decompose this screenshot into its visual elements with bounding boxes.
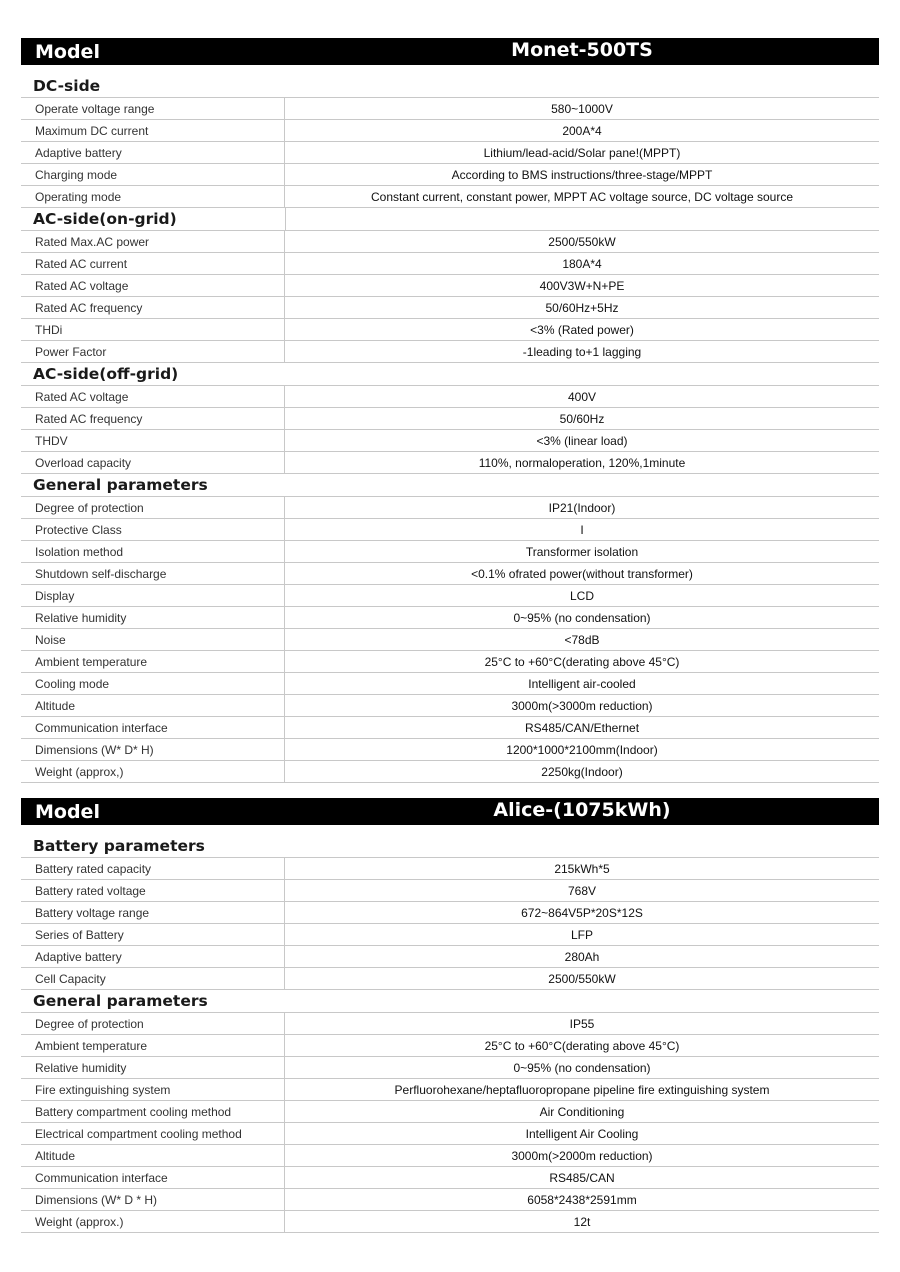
spec-value: 400V	[567, 390, 597, 404]
spec-row	[21, 386, 879, 408]
spec-label: Altitude	[21, 1145, 285, 1166]
spec-row	[21, 1123, 879, 1145]
spec-label: Rated AC frequency	[21, 297, 285, 318]
spec-label: Weight (approx.)	[21, 1211, 285, 1232]
spec-row	[21, 1189, 879, 1211]
spec-label: Ambient temperature	[21, 651, 285, 672]
spec-row	[21, 497, 879, 519]
spec-row	[21, 902, 879, 924]
spec-label: Rated AC voltage	[21, 275, 285, 296]
spec-value: 580~1000V	[551, 102, 613, 116]
spec-label: Shutdown self-discharge	[21, 563, 285, 584]
spec-value: LFP	[570, 928, 593, 942]
spec-label: Charging mode	[21, 164, 285, 185]
section-title: DC-side	[33, 77, 101, 95]
section-title: General parameters	[33, 476, 208, 494]
spec-row	[21, 1167, 879, 1189]
spec-row	[21, 563, 879, 585]
spec-label: Fire extinguishing system	[21, 1079, 285, 1100]
spec-value: 50/60Hz+5Hz	[545, 301, 619, 315]
spec-value: 0~95% (no condensation)	[513, 611, 651, 625]
section-header	[21, 474, 879, 497]
spec-row	[21, 1101, 879, 1123]
model-header-bar	[21, 38, 879, 65]
spec-row	[21, 519, 879, 541]
section-header	[21, 825, 879, 858]
spec-row	[21, 858, 879, 880]
model-label: Model	[35, 41, 100, 63]
spec-label: Battery compartment cooling method	[21, 1101, 285, 1122]
spec-value: RS485/CAN/Ethernet	[524, 721, 640, 735]
spec-value: Intelligent Air Cooling	[525, 1127, 639, 1141]
spec-row	[21, 968, 879, 990]
spec-row	[21, 695, 879, 717]
spec-value: 25°C to +60°C(derating above 45°C)	[484, 655, 680, 669]
spec-value: 110%, normaloperation, 120%,1minute	[478, 456, 686, 470]
spec-row	[21, 98, 879, 120]
spec-label: Dimensions (W* D* H)	[21, 739, 285, 760]
spec-table-monet-500ts	[21, 38, 879, 783]
spec-value: <78dB	[564, 633, 600, 647]
spec-label: Operating mode	[21, 186, 285, 207]
spec-row	[21, 1145, 879, 1167]
spec-row	[21, 297, 879, 319]
model-header-bar	[21, 798, 879, 825]
spec-row	[21, 120, 879, 142]
spec-value: 280Ah	[564, 950, 600, 964]
spec-label: Electrical compartment cooling method	[21, 1123, 285, 1144]
spec-label: Rated AC current	[21, 253, 285, 274]
spec-value: 2500/550kW	[548, 235, 616, 249]
spec-row	[21, 164, 879, 186]
spec-label: Weight (approx,)	[21, 761, 285, 782]
spec-value: Lithium/lead-acid/Solar pane!(MPPT)	[483, 146, 681, 160]
spec-value: Perfluorohexane/heptafluoropropane pipeline fire extinguishing system	[394, 1083, 770, 1097]
spec-value: 200A*4	[562, 124, 602, 138]
spec-row	[21, 607, 879, 629]
section-title: General parameters	[33, 992, 208, 1010]
spec-row	[21, 673, 879, 695]
section-header	[21, 363, 879, 386]
spec-value: 1200*1000*2100mm(Indoor)	[506, 743, 658, 757]
spec-row	[21, 319, 879, 341]
spec-value: IP55	[569, 1017, 595, 1031]
spec-label: THDV	[21, 430, 285, 451]
spec-value: IP21(Indoor)	[548, 501, 616, 515]
model-label: Model	[35, 801, 100, 823]
spec-label: Battery rated voltage	[21, 880, 285, 901]
spec-value: <3% (Rated power)	[530, 323, 634, 337]
spec-row	[21, 452, 879, 474]
spec-label: Relative humidity	[21, 607, 285, 628]
spec-label: THDi	[21, 319, 285, 340]
spec-row	[21, 761, 879, 783]
model-name: Monet-500TS	[511, 39, 653, 61]
spec-value: 6058*2438*2591mm	[527, 1193, 637, 1207]
spec-value: 25°C to +60°C(derating above 45°C)	[484, 1039, 680, 1053]
spec-value: Intelligent air-cooled	[528, 677, 636, 691]
section-title: AC-side(off-grid)	[33, 365, 179, 383]
spec-value: LCD	[569, 589, 594, 603]
spec-label: Rated Max.AC power	[21, 231, 285, 252]
spec-value: 3000m(>3000m reduction)	[511, 699, 653, 713]
spec-table-alice-1075kwh	[21, 798, 879, 1233]
section-title: AC-side(on-grid)	[33, 210, 177, 228]
spec-value: 0~95% (no condensation)	[513, 1061, 651, 1075]
section-header	[21, 990, 879, 1013]
spec-value: 768V	[567, 884, 597, 898]
spec-row	[21, 880, 879, 902]
spec-label: Operate voltage range	[21, 98, 285, 119]
spec-value: Constant current, constant power, MPPT AC voltage source, DC voltage source	[371, 190, 793, 204]
spec-row	[21, 186, 879, 208]
spec-label: Adaptive battery	[21, 142, 285, 163]
spec-row	[21, 924, 879, 946]
spec-value: 180A*4	[562, 257, 602, 271]
spec-label: Display	[21, 585, 285, 606]
spec-label: Degree of protection	[21, 1013, 285, 1034]
spec-value: <0.1% ofrated power(without transformer)	[471, 567, 693, 581]
spec-label: Maximum DC current	[21, 120, 285, 141]
spec-value: 2500/550kW	[548, 972, 616, 986]
spec-label: Series of Battery	[21, 924, 285, 945]
spec-row	[21, 1079, 879, 1101]
spec-value: 50/60Hz	[559, 412, 605, 426]
spec-row	[21, 1211, 879, 1233]
spec-value: 12t	[573, 1215, 591, 1229]
spec-row	[21, 1035, 879, 1057]
spec-label: Relative humidity	[21, 1057, 285, 1078]
spec-label: Communication interface	[21, 1167, 285, 1188]
spec-row	[21, 430, 879, 452]
spec-value: Air Conditioning	[539, 1105, 625, 1119]
spec-row	[21, 1013, 879, 1035]
spec-row	[21, 275, 879, 297]
spec-value: 3000m(>2000m reduction)	[511, 1149, 653, 1163]
spec-row	[21, 253, 879, 275]
spec-label: Overload capacity	[21, 452, 285, 473]
spec-label: Battery voltage range	[21, 902, 285, 923]
spec-value: RS485/CAN	[549, 1171, 615, 1185]
spec-label: Rated AC voltage	[21, 386, 285, 407]
spec-row	[21, 629, 879, 651]
spec-label: Noise	[21, 629, 285, 650]
spec-row	[21, 231, 879, 253]
spec-label: Adaptive battery	[21, 946, 285, 967]
spec-label: Altitude	[21, 695, 285, 716]
spec-value: <3% (linear load)	[536, 434, 628, 448]
spec-label: Power Factor	[21, 341, 285, 362]
spec-value: I	[580, 523, 584, 537]
spec-label: Battery rated capacity	[21, 858, 285, 879]
spec-label: Communication interface	[21, 717, 285, 738]
spec-label: Ambient temperature	[21, 1035, 285, 1056]
spec-label: Degree of protection	[21, 497, 285, 518]
spec-row	[21, 1057, 879, 1079]
spec-label: Dimensions (W* D * H)	[21, 1189, 285, 1210]
spec-value: -1leading to+1 lagging	[522, 345, 642, 359]
model-name: Alice-(1075kWh)	[493, 799, 671, 821]
spec-value: Transformer isolation	[525, 545, 639, 559]
spec-row	[21, 541, 879, 563]
spec-value: 2250kg(Indoor)	[541, 765, 623, 779]
spec-label: Rated AC frequency	[21, 408, 285, 429]
spec-label: Cell Capacity	[21, 968, 285, 989]
spec-row	[21, 408, 879, 430]
spec-label: Protective Class	[21, 519, 285, 540]
spec-value: 400V3W+N+PE	[539, 279, 625, 293]
spec-value: According to BMS instructions/three-stage/MPPT	[451, 168, 713, 182]
spec-row	[21, 341, 879, 363]
section-header	[21, 208, 879, 231]
spec-row	[21, 142, 879, 164]
section-title: Battery parameters	[33, 837, 205, 855]
spec-label: Isolation method	[21, 541, 285, 562]
spec-value: 672~864V5P*20S*12S	[521, 906, 643, 920]
spec-row	[21, 651, 879, 673]
spec-row	[21, 717, 879, 739]
spec-row	[21, 585, 879, 607]
spec-row	[21, 739, 879, 761]
section-header	[21, 65, 879, 98]
spec-label: Cooling mode	[21, 673, 285, 694]
spec-value: 215kWh*5	[554, 862, 610, 876]
spec-row	[21, 946, 879, 968]
